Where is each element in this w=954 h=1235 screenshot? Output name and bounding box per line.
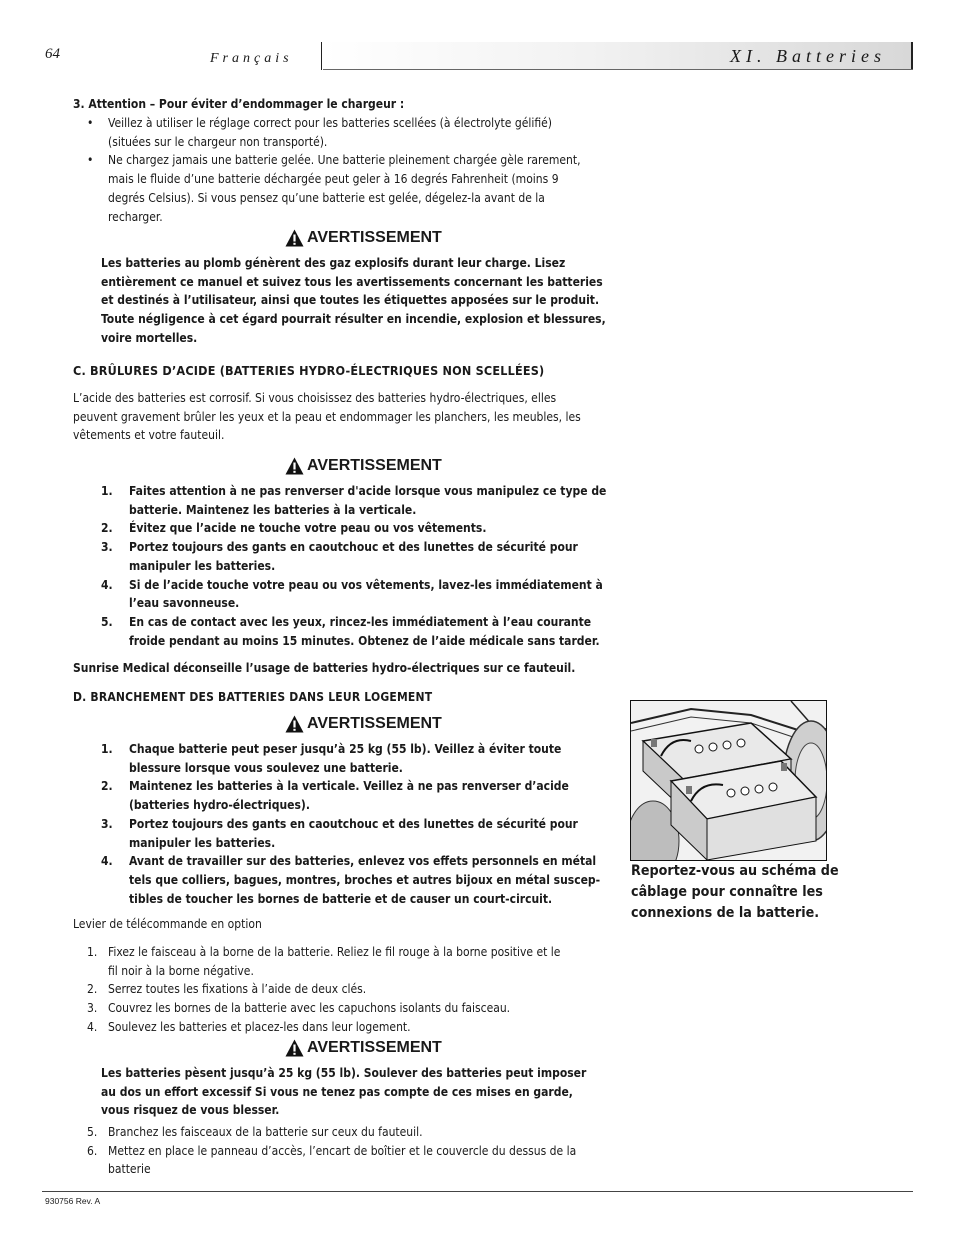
footer-revision: 930756 Rev. A: [45, 1196, 101, 1206]
warning-heading: AVERTISSEMENT: [285, 457, 442, 475]
list-item: 1. Chaque batterie peut peser jusqu’à 25 kg (55 lb). Veillez à éviter toute blessure lorsque vous soulevez une batterie.: [101, 742, 562, 775]
list-item: 3. Portez toujours des gants en caoutchouc et des lunettes de sécurité pour manipuler les batteries.: [101, 816, 578, 850]
steps-list: [87, 943, 612, 1037]
section-d-heading: D. BRANCHEMENT DES BATTERIES DANS LEUR LOGEMENT: [73, 690, 433, 704]
list-item: • Ne chargez jamais une batterie gelée. Une batterie pleinement chargée gèle rarement, mais le fluide d’une batterie déchargée peut geler à 16 degrés Fahrenheit (moins 9 degrés Celsius). Si vous pensez qu’une batterie est gelée, dégelez-la avant de la recharger.: [87, 153, 581, 224]
list-item: 3. Portez toujours des gants en caoutchouc et des lunettes de sécurité pour manipuler les batteries.: [101, 540, 578, 573]
bullet-icon: •: [87, 116, 94, 130]
warning-heading: AVERTISSEMENT: [285, 1039, 442, 1057]
warning-body: Les batteries au plomb génèrent des gaz explosifs durant leur charge. Lisez entièrement ce manuel et suivez tous les avertissements concernant les batteries et destinés à l’utilisateur, ainsi que toutes les étiquettes apposées sur le produit. Toute négligence à cet égard pourrait résulter en incendie, explosion et blessures, voire mortelles.: [101, 256, 606, 345]
list-item: 5. En cas de contact avec les yeux, rincez-les immédiatement à l’eau courante froide pendant au moins 15 minutes. Obtenez de l’aide médicale sans tarder.: [101, 614, 600, 648]
battery-compartment-photo: [630, 700, 827, 861]
list-item: 2. Maintenez les batteries à la verticale. Veillez à ne pas renverser d’acide (batteries hydro-électriques).: [101, 779, 569, 813]
list-item: • Veillez à utiliser le réglage correct pour les batteries scellées (à électrolyte gélifié) (situées sur le chargeur non transporté).: [87, 116, 552, 149]
warning-triangle-icon: [285, 457, 304, 475]
battery-illustration: [631, 701, 826, 860]
sunrise-note: Sunrise Medical déconseille l’usage de batteries hydro-électriques sur ce fauteuil.: [73, 661, 576, 675]
photo-caption: Reportez-vous au schéma de câblage pour connaître les connexions de la batterie.: [631, 863, 839, 921]
language-label: Français: [210, 51, 293, 66]
warning-heading: AVERTISSEMENT: [285, 715, 442, 733]
header-divider: [321, 42, 322, 70]
footer-rule: [42, 1191, 913, 1192]
list-item: 4. Si de l’acide touche votre peau ou vos vêtements, lavez-les immédiatement à l’eau savonneuse.: [101, 577, 603, 611]
list-item: 2. Évitez que l’acide ne touche votre peau ou vos vêtements.: [101, 521, 487, 536]
warning-triangle-icon: [285, 715, 304, 733]
section-c-paragraph: L’acide des batteries est corrosif. Si vous choisissez des batteries hydro-électriques, elles peuvent gravement brûler les yeux et la peau et endommager les planchers, les meubles, les vêtements et votre fauteuil.: [73, 391, 581, 443]
list-item: 1. Faites attention à ne pas renverser d'acide lorsque vous manipulez ce type de batterie. Maintenez les batteries à la verticale.: [101, 484, 607, 517]
remote-option-label: Levier de télécommande en option: [73, 917, 262, 931]
list-item: 3. Couvrez les bornes de la batterie avec les capuchons isolants du faisceau.: [87, 1001, 511, 1016]
list-item: 2. Serrez toutes les fixations à l’aide de deux clés.: [87, 982, 367, 997]
warning-numbered-list: [101, 482, 611, 650]
warning-heading: AVERTISSEMENT: [285, 229, 442, 247]
header-right-rule: [911, 42, 913, 70]
list-item: 4. Avant de travailler sur des batteries, enlevez vos effets personnels en métal tels que colliers, bagues, montres, broches et autres bijoux en métal suscep- tibles de toucher les bornes de batterie et de causer un court-circuit.: [101, 854, 601, 906]
charger-attention-title: 3. Attention – Pour éviter d’endommager le chargeur :: [73, 97, 405, 111]
warning-triangle-icon: [285, 229, 304, 247]
page-number: 64: [45, 46, 60, 62]
steps-list: [87, 1123, 612, 1179]
warning-body: Les batteries pèsent jusqu’à 25 kg (55 lb). Soulever des batteries peut imposer au dos un effort excessif Si vous ne tenez pas compte de ces mises en garde, vous risquez de vous blesser.: [101, 1066, 587, 1118]
header-bottom-rule: [323, 69, 913, 70]
section-title: XI. Batteries: [730, 46, 886, 66]
charger-bullet-list: [87, 114, 607, 226]
list-item: 1. Fixez le faisceau à la borne de la batterie. Reliez le fil rouge à la borne positive et le fil noir à la borne négative.: [87, 945, 561, 978]
warning-triangle-icon: [285, 1039, 304, 1057]
list-item: 5. Branchez les faisceaux de la batterie sur ceux du fauteuil.: [87, 1125, 423, 1139]
list-item: 4. Soulevez les batteries et placez-les dans leur logement.: [87, 1019, 411, 1034]
warning-numbered-list: [101, 740, 611, 908]
bullet-icon: •: [87, 153, 94, 168]
list-item: 6. Mettez en place le panneau d’accès, l’encart de boîtier et le couvercle du dessus de la batterie: [87, 1143, 577, 1177]
section-c-heading: C. BRÛLURES D’ACIDE (BATTERIES HYDRO-ÉLECTRIQUES NON SCELLÉES): [73, 363, 545, 378]
